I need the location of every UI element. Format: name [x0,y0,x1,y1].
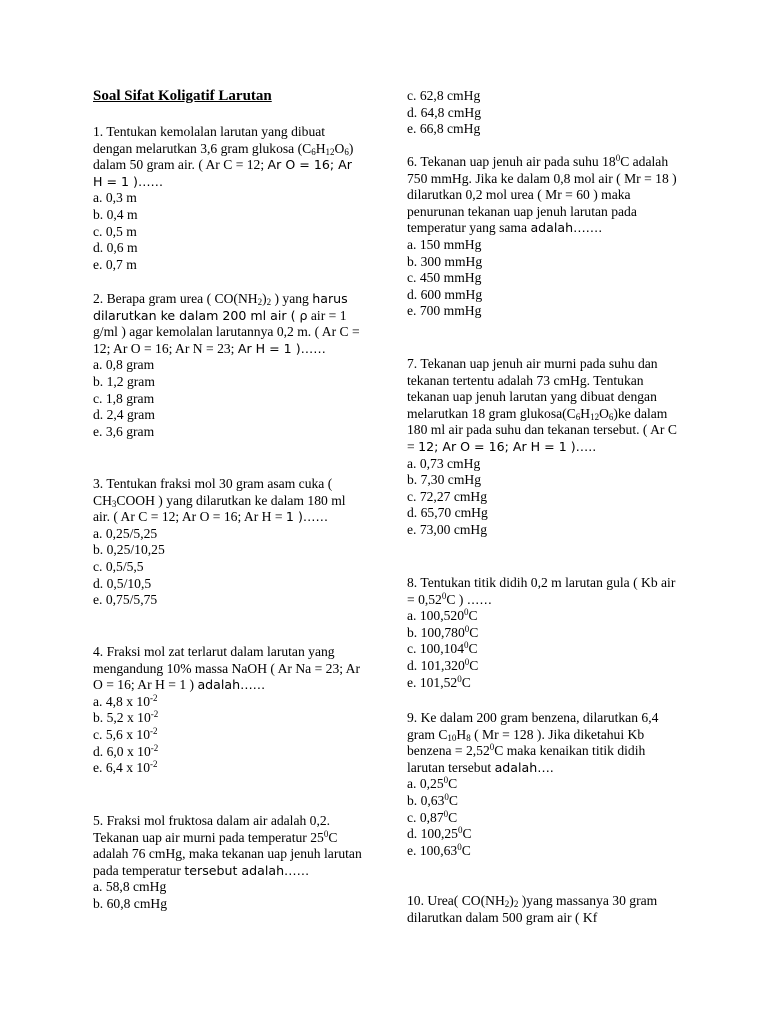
answer-option: a. 150 mmHg [407,236,482,252]
answer-options [407,608,679,691]
answer-options [93,526,365,609]
answer-option: a. 0,8 gram [93,357,155,373]
answer-option: d. 600 mmHg [407,286,483,302]
question-5-continued [407,88,679,138]
answer-option: c. 0,5 m [93,223,137,239]
answer-option: e. 3,6 gram [93,423,155,439]
answer-option: b. 7,30 cmHg [407,472,482,488]
question-stem: 9. Ke dalam 200 gram benzena, dilarutkan 6,4 gram $C_{10}H_8$ ( Mr = 128 ). Jika diketahui Kb benzena = $2,52^0C$ maka kenaikan titik didih larutan tersebut adalah…. [407,710,659,775]
answer-option: d. 6,0 x $10^{-2}$ [93,742,159,759]
answer-option: e. 700 mmHg [407,303,482,319]
question-stem: 7. Tekanan uap jenuh air murni pada suhu dan tekanan tertentu adalah 73 cmHg. Tentukan tekanan uap jenuh larutan yang dibuat dengan melarutkan 18 gram $glukosa(C_6H_{12}O_6)ke$ dalam 180 ml air pada suhu dan tekanan tersebut. ( Ar C = 12; Ar O = 16; Ar H = 1 )….. [407,356,677,454]
answer-option: b. 0,63$^0$C [407,791,458,808]
answer-option: e. 0,7 m [93,256,137,272]
answer-options [407,776,679,859]
answer-option: b. 0,4 m [93,206,138,222]
question-stem: 8. Tentukan titik didih 0,2 m larutan gula ( Kb air = $0,52^0C$ ) …… [407,575,676,607]
answer-option: d. 65,70 cmHg [407,505,488,521]
document-title: Soal Sifat Koligatif Larutan [93,88,272,104]
answer-option: b. 60,8 cmHg [93,895,168,911]
answer-option: d. 100,25$^0$C [407,825,472,842]
answer-option: a. 0,25$^0$C [407,775,458,792]
answer-option: a. 0,73 cmHg [407,455,481,471]
question-8 [407,575,679,691]
answer-option: a. 0,3 m [93,190,137,206]
answer-option: c. 450 mmHg [407,270,482,286]
answer-option: e. 0,75/5,75 [93,592,158,608]
answer-option: c. 72,27 cmHg [407,488,488,504]
question-10 [407,893,679,926]
answer-options [93,357,365,440]
answer-option: d. 0,6 m [93,240,138,256]
question-2 [93,291,365,440]
question-stem: 4. Fraksi mol zat terlarut dalam larutan yang mengandung 10% massa NaOH ( Ar Na = 23; Ar O = 16; Ar H = 1 ) adalah…… [93,644,361,693]
question-5 [93,813,365,913]
answer-options [93,190,365,273]
answer-option: a. 100,520$^0$C [407,607,478,624]
answer-option: b. 5,2 x $10^{-2}$ [93,709,159,726]
question-stem: 1. Tentukan kemolalan larutan yang dibuat dengan melarutkan 3,6 gram glukosa $(C_6H_{12}O_6)$ dalam 50 gram air. ( Ar C = 12; Ar O = 16; Ar H = 1 )…… [93,124,354,189]
answer-option: e. 6,4 x $10^{-2}$ [93,759,158,776]
answer-option: c. 0,5/5,5 [93,558,144,574]
answer-option: d. 0,5/10,5 [93,575,152,591]
answer-option: e. 66,8 cmHg [407,121,481,137]
answer-option: d. 101,320$^0$C [407,656,479,673]
answer-option: b. 1,2 gram [93,373,155,389]
answer-option: c. 62,8 cmHg [407,88,481,103]
answer-options [407,456,679,539]
question-stem: 3. Tentukan fraksi mol 30 gram asam cuka ( $CH_3COOH$ ) yang dilarutkan ke dalam 180 ml air. ( Ar C = 12; Ar O = 16; Ar H = 1 )…… [93,476,346,525]
question-6 [407,154,679,320]
answer-option: e. 100,63$^0$C [407,841,471,858]
answer-option: c. 5,6 x $10^{-2}$ [93,725,158,742]
answer-option: e. 73,00 cmHg [407,521,488,537]
question-stem: 6. Tekanan uap jenuh air pada suhu $18^0C$ adalah 750 mmHg. Jika ke dalam 0,8 mol air ( Mr = 18 ) dilarutkan 0,2 mol urea ( Mr = 60 ) maka penurunan tekanan uap jenuh larutan pada temperatur yang sama adalah……. [407,153,677,236]
answer-option: b. 100,780$^0$C [407,623,479,640]
answer-options [93,694,365,777]
answer-options [407,237,679,320]
question-7 [407,356,679,539]
question-1 [93,124,365,273]
answer-options [93,879,365,912]
answer-option: c. 0,87$^0$C [407,808,458,825]
answer-option: d. 64,8 cmHg [407,104,482,120]
answer-option: d. 2,4 gram [93,407,155,423]
answer-option: b. 300 mmHg [407,253,483,269]
question-3 [93,476,365,609]
question-stem: 5. Fraksi mol fruktosa dalam air adalah 0,2. Tekanan uap air murni pada temperatur $25^0C$ adalah 76 cmHg, maka tekanan uap jenuh larutan pada temperatur tersebut adalah…… [93,813,362,878]
answer-option: b. 0,25/10,25 [93,542,165,558]
answer-options [407,88,679,138]
question-stem: 10. Urea( $CO(NH_2)_2$ )yang massanya 30 gram dilarutkan dalam 500 gram air ( Kf [407,893,658,925]
question-4 [93,644,365,777]
answer-option: a. 58,8 cmHg [93,879,167,895]
answer-option: c. 1,8 gram [93,390,155,406]
question-9 [407,710,679,859]
question-stem: 2. Berapa gram urea ( $CO(NH_2)_2$ ) yang harus dilarutkan ke dalam 200 ml air ( ρ air = 1 g/ml ) agar kemolalan larutannya 0,2 m. ( Ar C = 12; Ar O = 16; Ar N = 23; Ar H = 1 )…… [93,291,360,356]
answer-option: c. 100,104$^0$C [407,640,478,657]
answer-option: a. 0,25/5,25 [93,525,158,541]
answer-option: a. 4,8 x $10^{-2}$ [93,692,158,709]
answer-option: e. 101,52$^0$C [407,673,471,690]
